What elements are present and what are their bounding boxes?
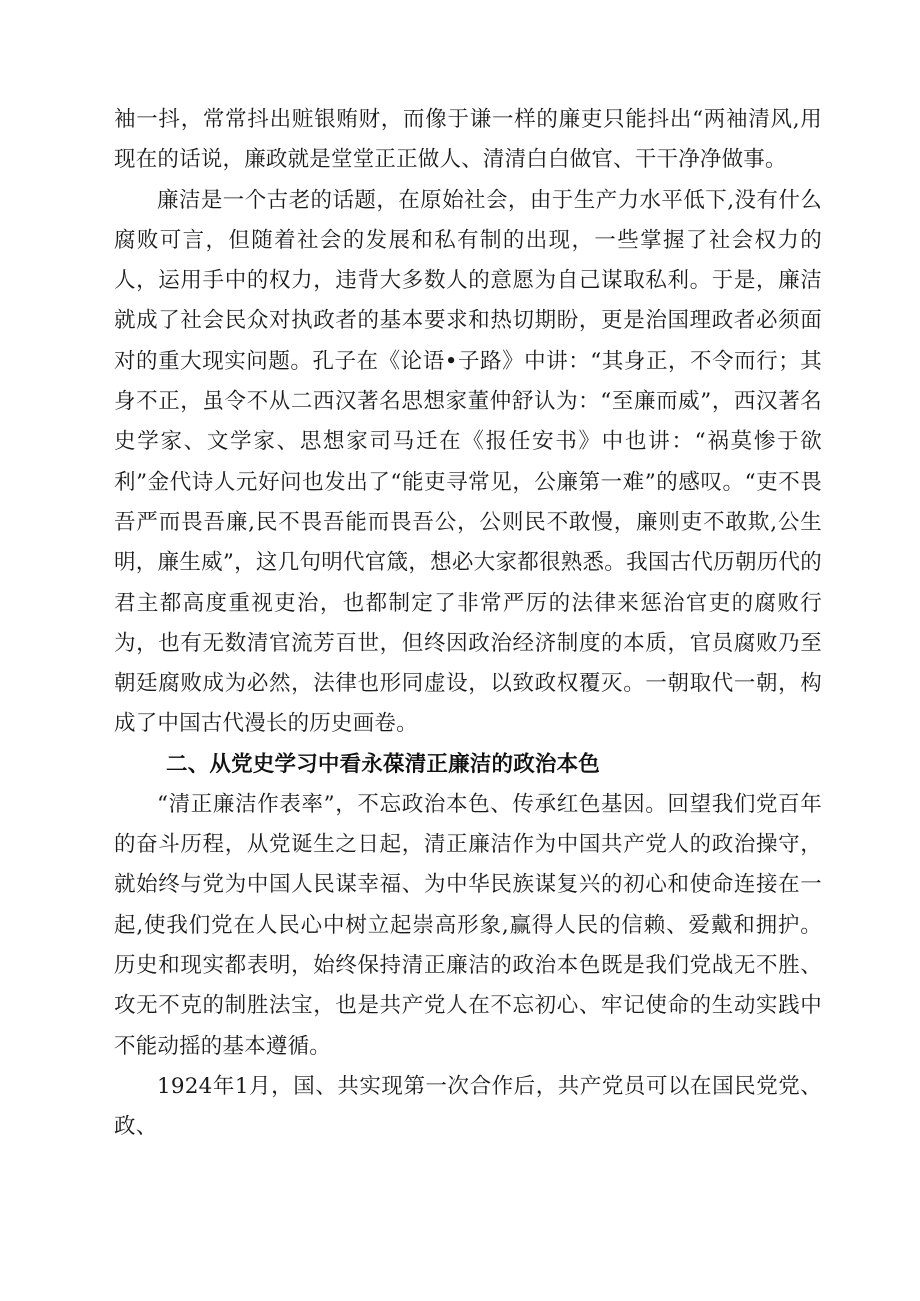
paragraph-1924: 1924年1月，国、共实现第一次合作后，共产党员可以在国民党党、政、 bbox=[114, 1073, 822, 1140]
paragraph-continuation: 袖一抖，常常抖出赃银贿财，而像于谦一样的廉吏只能抖出“两袖清风,用现在的话说，廉政就是堂堂正正做人、清清白白做官、干干净净做事。 bbox=[114, 107, 822, 173]
section-heading: 二、从党史学习中看永葆清正廉洁的政治本色 bbox=[166, 751, 601, 777]
paragraph-party-integrity: “清正廉洁作表率”，不忘政治本色、传承红色基因。回望我们党百年的奋斗历程，从党诞生之日起，清正廉洁作为中国共产党人的政治操守，就始终与党为中国人民谋幸福、为中华民族谋复兴的初心和使命连接在一起,使我们党在人民心中树立起崇高形象,赢得人民的信赖、爱戴和拥护。历史和现实都表明，始终保持清正廉洁的政治本色既是我们党战无不胜、攻无不克的制胜法宝，也是共产党人在不忘初心、牢记使命的生动实践中不能动摇的基本遵循。 bbox=[114, 791, 822, 1059]
document-body bbox=[114, 100, 822, 1147]
paragraph-integrity-history: 廉洁是一个古老的话题，在原始社会，由于生产力水平低下,没有什么腐败可言，但随着社会的发展和私有制的出现，一些掌握了社会权力的人，运用手中的权力，违背大多数人的意愿为自己谋取私利。于是，廉洁就成了社会民众对执政者的基本要求和热切期盼，更是治国理政者必须面对的重大现实问题。孔子在《论语•子路》中讲：“其身正，不令而行；其身不正，虽令不从二西汉著名思想家董仲舒认为：“至廉而威”，西汉著名史学家、文学家、思想家司马迁在《报任安书》中也讲：“祸莫惨于欲利”金代诗人元好问也发出了“能吏寻常见，公廉第一难”的感叹。“吏不畏吾严而畏吾廉,民不畏吾能而畏吾公，公则民不敢慢，廉则吏不敢欺,公生明，廉生威”，这几句明代官箴，想必大家都很熟悉。我国古代历朝历代的君主都高度重视吏治，也都制定了非常严厉的法律来惩治官吏的腐败行为，也有无数清官流芳百世，但终因政治经济制度的本质，官员腐败乃至朝廷腐败成为必然，法律也形同虚设，以致政权覆灭。一朝取代一朝，构成了中国古代漫长的历史画卷。 bbox=[114, 187, 822, 737]
